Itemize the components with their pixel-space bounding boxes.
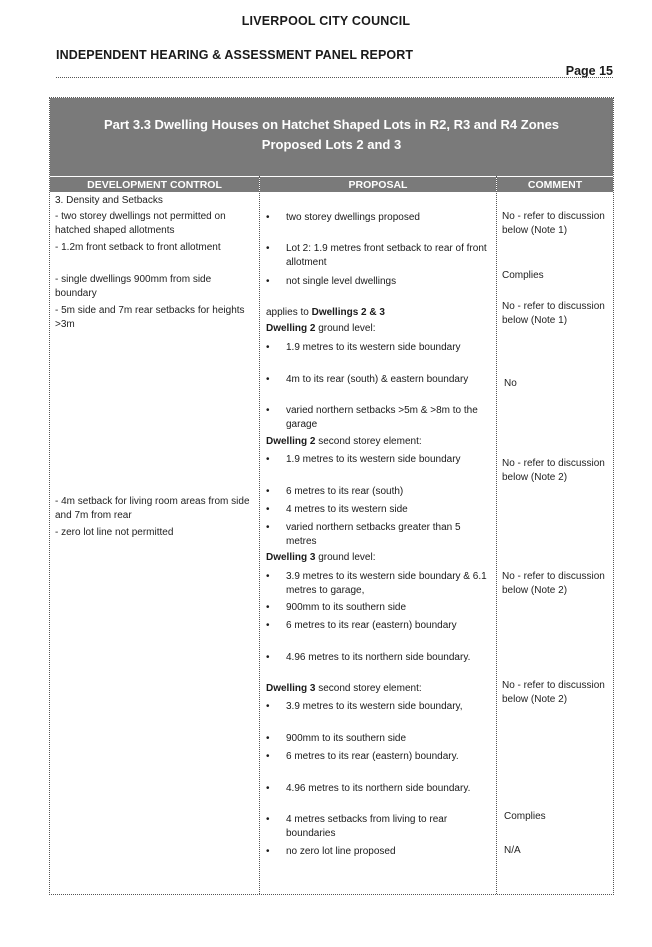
- column-divider: [259, 176, 260, 894]
- control-item: - single dwellings 900mm from side boundary: [55, 274, 212, 299]
- comment-cell: Complies: [502, 270, 544, 281]
- control-item: - 4m setback for living room areas from side and 7m from rear: [55, 496, 250, 521]
- dwelling-2-ground-heading: Dwelling 2 ground level:: [266, 323, 376, 334]
- banner-title: Part 3.3 Dwelling Houses on Hatchet Shaped Lots in R2, R3 and R4 Zones: [103, 117, 560, 132]
- comment-cell: No - refer to discussion below (Note 1): [502, 301, 605, 326]
- comment-cell: No - refer to discussion below (Note 2): [502, 680, 605, 705]
- comment-cell: Complies: [504, 811, 546, 822]
- column-header-comment: COMMENT: [496, 176, 613, 192]
- report-title: INDEPENDENT HEARING & ASSESSMENT PANEL REPORT: [56, 48, 414, 62]
- column-header-control: DEVELOPMENT CONTROL: [50, 176, 259, 192]
- dwelling-3-ground-heading: Dwelling 3 ground level:: [266, 552, 376, 563]
- comment-cell: No - refer to discussion below (Note 1): [502, 211, 605, 236]
- proposal-applies: applies to Dwellings 2 & 3: [266, 307, 385, 318]
- comment-cell: No: [504, 378, 517, 389]
- banner-subtitle: Proposed Lots 2 and 3: [261, 137, 402, 152]
- control-item: - two storey dwellings not permitted on hatched shaped allotments: [55, 211, 226, 236]
- header-rule: [56, 77, 613, 78]
- comment-cell: No - refer to discussion below (Note 2): [502, 458, 605, 483]
- assessment-table: Part 3.3 Dwelling Houses on Hatchet Shaped Lots in R2, R3 and R4 Zones Proposed Lots 2 and 3 DEVELOPMENT CONTROL PROPOSAL COMMENT 3. Density and Setbacks - two storey dwellings not permitted on hatched shaped allotments - 1.2m front setback to front allotment - single dwellings 900mm from side boundary - 5m side and 7m rear setbacks for heights >3m - 4m setback for living room areas from side and 7m from rear - zero lot line not permitted • two storey dwellings proposed • Lot 2: 1.9 metres front setback to rear of front allotment • not single level dwellings applies to Dwellings 2 & 3 Dwelling 2 ground level: • 1.9 metres to its western side boundary • 4m to its rear (south) & eastern boundary • varied northern setbacks >5m & >8m to the garage Dwelling 2 second storey element: • 1.9 metres to its western side boundary • 6 metres to its rear (south) • 4 metres to its western side • varied northern setbacks greater than 5 metres Dwelling 3 ground level: • 3.9 metres to its western side boundary & 6.1 metres to garage, • 900mm to its southern side • 6 metres to its rear (eastern) boundary • 4.96 metres to its northern side boundary. Dwelling 3 second storey element: • 3.9 metres to its western side boundary, • 900mm to its southern side • 6 metres to its rear (eastern) boundary. • 4.96 metres to its northern side boundary. • 4 metres setbacks from living to rear boundaries • no zero lot line proposed No - refer to discussion below (Note 1) Complies No - refer to discussion below (Note 1) No No - refer to discussion below (Note 2) No - refer to discussion below (Note 2) No - refer to discussion below (Note 2) Complies N/A: [49, 97, 614, 895]
- column-divider: [496, 176, 497, 894]
- dwelling-3-second-heading: Dwelling 3 second storey element:: [266, 683, 422, 694]
- column-header-proposal: PROPOSAL: [259, 176, 496, 192]
- comment-cell: No - refer to discussion below (Note 2): [502, 571, 605, 596]
- council-name: LIVERPOOL CITY COUNCIL: [241, 14, 411, 28]
- page-number: Page 15: [565, 64, 613, 78]
- dwelling-2-second-heading: Dwelling 2 second storey element:: [266, 436, 422, 447]
- control-item: - 5m side and 7m rear setbacks for heights >3m: [55, 305, 245, 330]
- control-item: - zero lot line not permitted: [55, 527, 174, 538]
- control-heading: 3. Density and Setbacks: [55, 195, 163, 206]
- comment-cell: N/A: [504, 845, 521, 856]
- table-banner: [50, 98, 613, 176]
- control-item: - 1.2m front setback to front allotment: [55, 242, 221, 253]
